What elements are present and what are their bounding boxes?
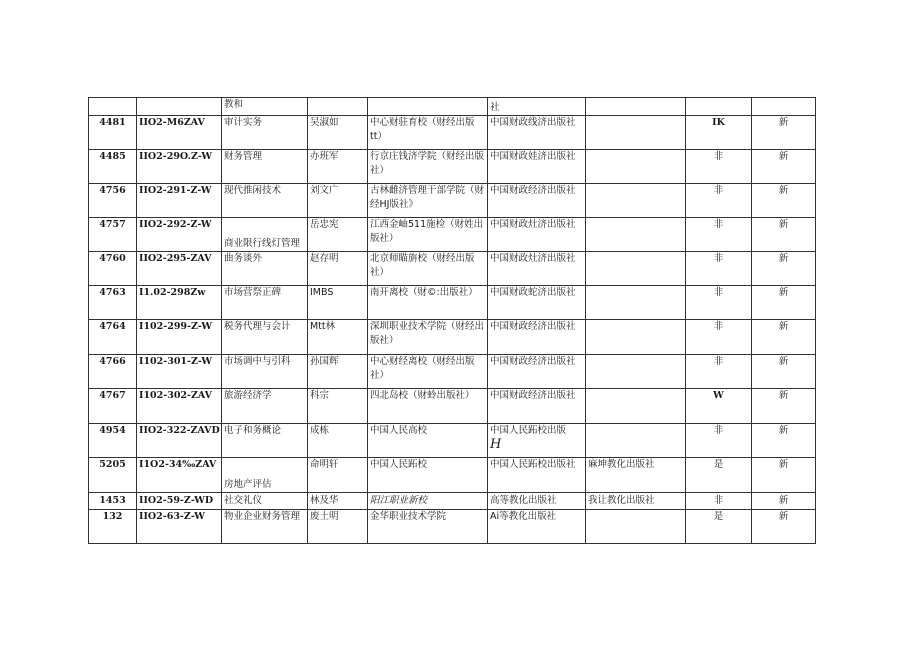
cell-author: 废土明 [308, 510, 368, 544]
cell-flag: 是 [686, 510, 752, 544]
header-flag [686, 98, 752, 116]
cell-code: IIO2-M6ZAV [137, 116, 222, 150]
cell-publisher: 中国财政灶济出版社 [488, 252, 586, 286]
cell-school: 北京师瞄旃校（财经出版社） [368, 252, 488, 286]
cell-title: 电子和务概论 [222, 424, 308, 458]
table-row [89, 150, 816, 184]
cell-school: 金华职业技术学院 [368, 510, 488, 544]
cell-number: 4763 [89, 286, 137, 320]
cell-publisher: 中国财政经济出版社 [488, 320, 586, 355]
cell-publisher: 中国财政蛇济出版社 [488, 286, 586, 320]
cell-school: 中国人民跖校 [368, 458, 488, 493]
cell-number: 4954 [89, 424, 137, 458]
header-author [308, 98, 368, 116]
table-row [89, 355, 816, 389]
cell-publisher: 中国财政娃济出版社 [488, 150, 586, 184]
cell-status: 新 [752, 184, 816, 218]
cell-code: IIO2-292-Z-W [137, 218, 222, 252]
cell-school: 古林雌济管理干部学院（财经HJ版社》 [368, 184, 488, 218]
cell-school: 阳江职业新校 [368, 493, 488, 510]
cell-number: 4760 [89, 252, 137, 286]
cell-school: 行京庄钱济学院（财经出版社） [368, 150, 488, 184]
cell-author: 孙国辉 [308, 355, 368, 389]
cell-number: 1453 [89, 493, 137, 510]
cell-title: 市场调中与引科 [222, 355, 308, 389]
cell-title: 物业企业财务管理 [222, 510, 308, 544]
cell-code: I102-299-Z-W [137, 320, 222, 355]
cell-code: IIO2-295-ZAV [137, 252, 222, 286]
cell-status: 新 [752, 458, 816, 493]
cell-number: 5205 [89, 458, 137, 493]
cell-title: 社交礼仪 [222, 493, 308, 510]
cell-title: 市场营祭正碑 [222, 286, 308, 320]
header-code [137, 98, 222, 116]
table-row [89, 389, 816, 424]
cell-number: 4485 [89, 150, 137, 184]
header-name: 教和 [222, 98, 308, 116]
cell-school: 中国人民高校 [368, 424, 488, 458]
header-no [89, 98, 137, 116]
cell-publisher-2 [586, 252, 686, 286]
cell-author: Mtt林 [308, 320, 368, 355]
cell-publisher-2: 我让教化出版社 [586, 493, 686, 510]
cell-number: 4757 [89, 218, 137, 252]
cell-author: 赵存明 [308, 252, 368, 286]
cell-publisher: 中国财政经济出版社 [488, 184, 586, 218]
cell-title: 审计实务 [222, 116, 308, 150]
cell-number: 4767 [89, 389, 137, 424]
cell-publisher-2 [586, 286, 686, 320]
cell-publisher: 中国财政经济出版社 [488, 389, 586, 424]
cell-publisher-2 [586, 355, 686, 389]
cell-flag: 非 [686, 355, 752, 389]
table-row [89, 458, 816, 493]
table-row [89, 218, 816, 252]
cell-status: 新 [752, 252, 816, 286]
cell-flag: 非 [686, 424, 752, 458]
cell-flag: IK [686, 116, 752, 150]
cell-school: 南开离校（财©:出版社） [368, 286, 488, 320]
cell-school: 四北岛校（财蛉出版社） [368, 389, 488, 424]
cell-publisher-text: 中国人民跖校出版 [490, 425, 567, 436]
cell-title: 房地产评估 [222, 458, 308, 493]
cell-flag: 非 [686, 493, 752, 510]
cell-author: IMBS [308, 286, 368, 320]
table-header-row [89, 98, 816, 116]
cell-author: 林及华 [308, 493, 368, 510]
cell-code: I1.02-298Zw [137, 286, 222, 320]
cell-publisher-extra: H [490, 437, 502, 452]
cell-title: 税务代理与会计 [222, 320, 308, 355]
cell-publisher: 中国人民跖校出版社 [488, 458, 586, 493]
cell-number: 4481 [89, 116, 137, 150]
cell-publisher-2 [586, 320, 686, 355]
cell-publisher-2 [586, 116, 686, 150]
cell-code: IIO2-63-Z-W [137, 510, 222, 544]
cell-status: 新 [752, 493, 816, 510]
cell-publisher: Ai等教化出版社 [488, 510, 586, 544]
cell-publisher: 中国财政灶济出版社 [488, 218, 586, 252]
cell-code: I102-302-ZAV [137, 389, 222, 424]
cell-flag: 非 [686, 286, 752, 320]
cell-status: 新 [752, 355, 816, 389]
cell-status: 新 [752, 150, 816, 184]
cell-author: 成栋 [308, 424, 368, 458]
textbook-table [88, 97, 816, 544]
cell-author: 吴淑如 [308, 116, 368, 150]
cell-title: 商业限行线灯管理 [222, 218, 308, 252]
cell-status: 新 [752, 218, 816, 252]
cell-flag: 非 [686, 252, 752, 286]
cell-title: 旅游经济学 [222, 389, 308, 424]
cell-code: I1O2-34‰ZAV [137, 458, 222, 493]
cell-publisher-2 [586, 389, 686, 424]
cell-author: 科宗 [308, 389, 368, 424]
cell-flag: 非 [686, 320, 752, 355]
cell-status: 新 [752, 424, 816, 458]
cell-publisher: 中国财政经济出版社 [488, 355, 586, 389]
cell-publisher-2 [586, 510, 686, 544]
cell-school: 江西金岫511施检（财姓出版社） [368, 218, 488, 252]
cell-publisher-2: 麻坤教化出版社 [586, 458, 686, 493]
cell-flag: 非 [686, 150, 752, 184]
table-row [89, 320, 816, 355]
cell-author: 办班军 [308, 150, 368, 184]
table-row [89, 286, 816, 320]
table-row [89, 116, 816, 150]
header-status [752, 98, 816, 116]
cell-publisher-2 [586, 218, 686, 252]
cell-status: 新 [752, 389, 816, 424]
cell-title: 财务管理 [222, 150, 308, 184]
cell-status: 新 [752, 116, 816, 150]
cell-title: 现代推闲技术 [222, 184, 308, 218]
cell-author: 刘文广 [308, 184, 368, 218]
cell-code: IIO2-322-ZAVD [137, 424, 222, 458]
cell-school: 中心财驻育校（财经出版tt） [368, 116, 488, 150]
header-school [368, 98, 488, 116]
cell-publisher [488, 424, 586, 458]
cell-flag: W [686, 389, 752, 424]
cell-publisher: 高等教化出版社 [488, 493, 586, 510]
cell-publisher: 中国财政线济出版社 [488, 116, 586, 150]
cell-status: 新 [752, 510, 816, 544]
cell-number: 4766 [89, 355, 137, 389]
cell-title: 曲务谈外 [222, 252, 308, 286]
cell-author: 岳忠宪 [308, 218, 368, 252]
cell-publisher-2 [586, 150, 686, 184]
cell-flag: 是 [686, 458, 752, 493]
cell-number: 4756 [89, 184, 137, 218]
table-row [89, 493, 816, 510]
header-publisher2 [586, 98, 686, 116]
cell-number: 4764 [89, 320, 137, 355]
cell-author: 命明轩 [308, 458, 368, 493]
cell-school: 中心财经离校（财经出版社） [368, 355, 488, 389]
cell-code: IIO2-29O.Z-W [137, 150, 222, 184]
header-publisher: 社 [488, 98, 586, 116]
cell-publisher-2 [586, 424, 686, 458]
table-row [89, 184, 816, 218]
cell-code: IIO2-59-Z-WD [137, 493, 222, 510]
cell-code: IIO2-291-Z-W [137, 184, 222, 218]
cell-flag: 非 [686, 184, 752, 218]
cell-status: 新 [752, 286, 816, 320]
cell-number: 132 [89, 510, 137, 544]
table-row [89, 510, 816, 544]
cell-status: 新 [752, 320, 816, 355]
cell-flag: 非 [686, 218, 752, 252]
cell-school: 深圳职业技术学院（财经出版社） [368, 320, 488, 355]
table-row [89, 252, 816, 286]
cell-publisher-2 [586, 184, 686, 218]
cell-code: I102-301-Z-W [137, 355, 222, 389]
table-row [89, 424, 816, 458]
